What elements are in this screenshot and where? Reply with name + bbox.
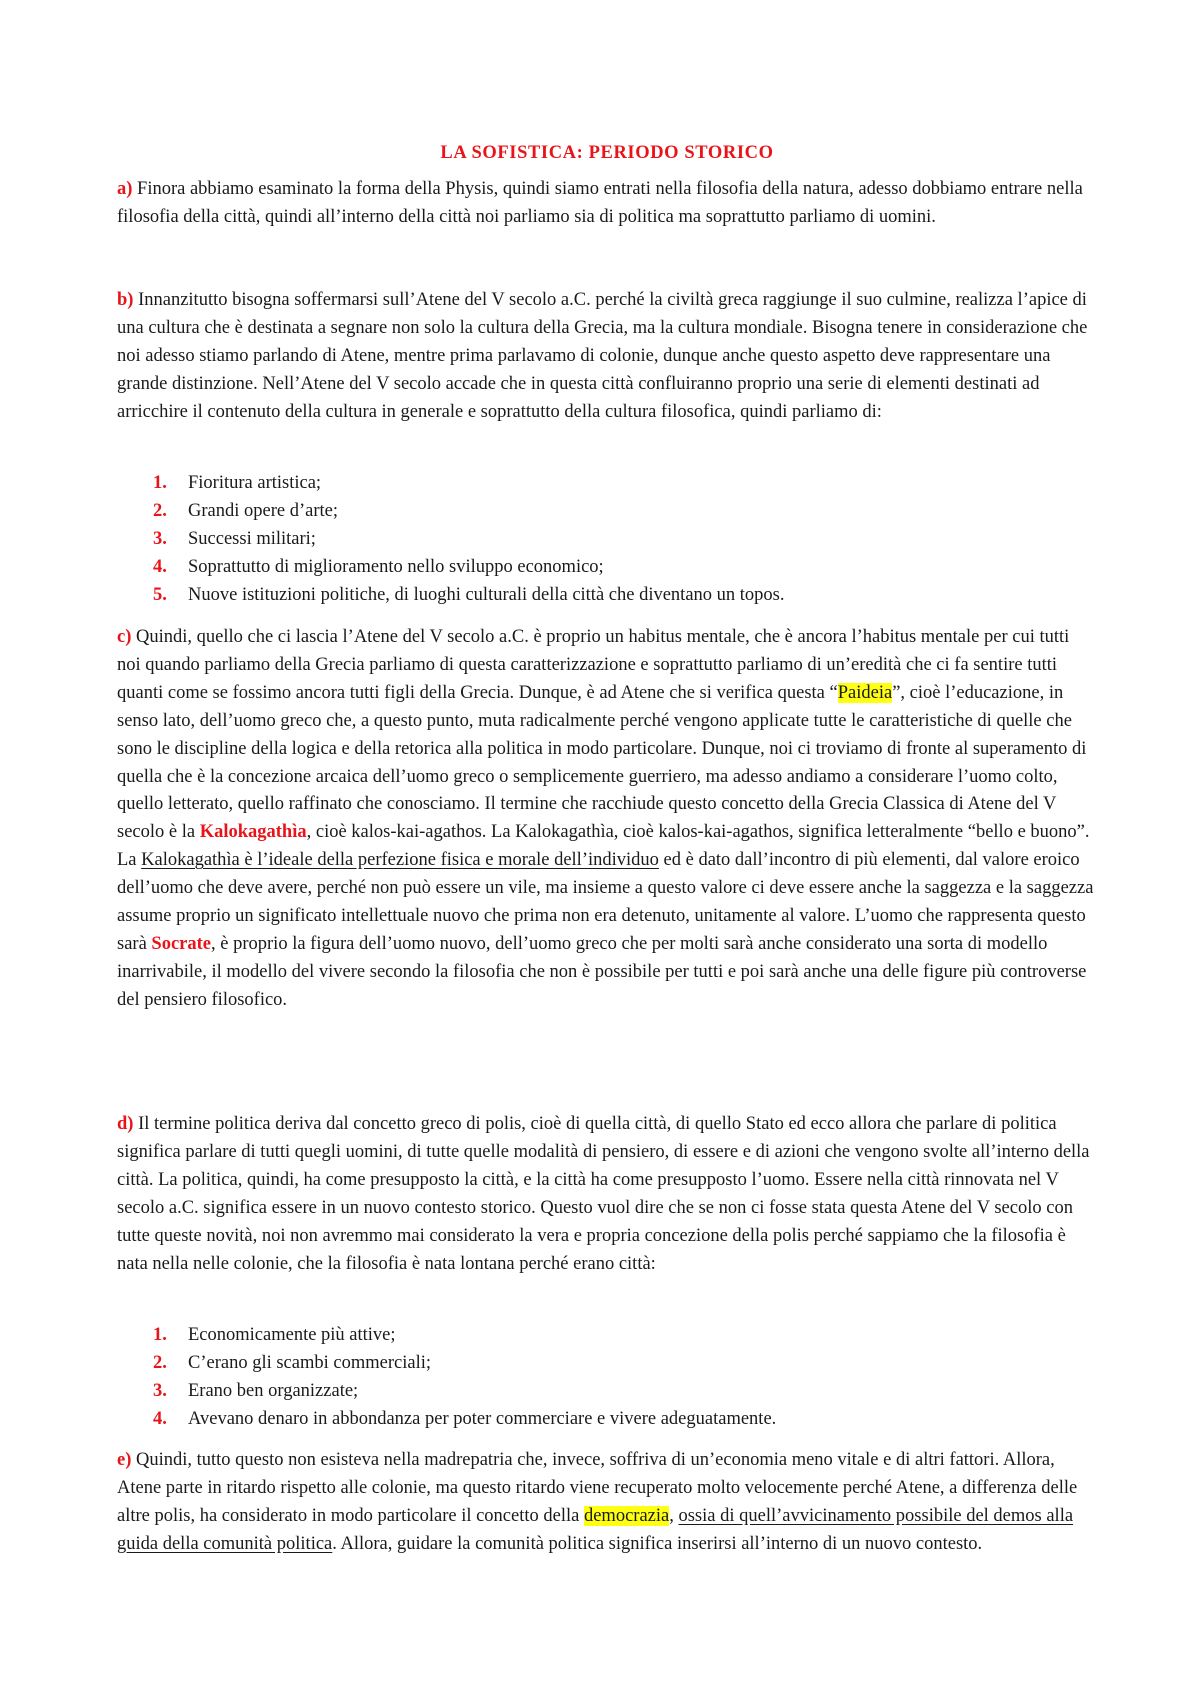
list-number: 1.: [153, 1325, 167, 1345]
paragraph-c: [117, 624, 1097, 1015]
list-number: 5.: [153, 584, 167, 605]
list-text: Successi militari;: [188, 528, 316, 549]
list-item: [117, 554, 1097, 582]
keyword-socrate: Socrate: [151, 933, 212, 954]
list-number: 1.: [153, 473, 167, 493]
list-item: [117, 526, 1097, 554]
paragraph-e: [117, 1447, 1097, 1559]
list-item: [117, 470, 1097, 498]
list-number: 3.: [153, 1380, 167, 1401]
paragraph-text: , cioè kalos-kai-agathos. La Kalokagathìa, cioè kalos-kai-agathos, significa letteralmente “bello e buono”. La: [117, 822, 1090, 871]
list-text: Fioritura artistica;: [188, 473, 322, 493]
document-title: LA SOFISTICA: PERIODO STORICO: [440, 143, 774, 163]
paragraph-d: [117, 1111, 1097, 1278]
paragraph-text: Quindi, tutto questo non esisteva nella madrepatria che, invece, soffriva di un’economia meno vitale e di altri fattori. Allora, Atene parte in ritardo rispetto alle colonie, ma questo ritardo viene recuperato molto velocemente perché Atene, a differenza delle altre polis, ha considerato in modo particolare il concetto della: [117, 1450, 1078, 1526]
list-item: [117, 1378, 1097, 1406]
list-text: C’erano gli scambi commerciali;: [188, 1352, 431, 1373]
paragraph-text: Finora abbiamo esaminato la forma della Physis, quindi siamo entrati nella filosofia della natura, adesso dobbiamo entrare nella filosofia della città, quindi all’interno della città noi parliamo sia di politica ma soprattutto parliamo di uomini.: [117, 179, 1083, 227]
paragraph-text: Innanzitutto bisogna soffermarsi sull’Atene del V secolo a.C. perché la civiltà greca raggiunge il suo culmine, realizza l’apice di una cultura che è destinata a segnare non solo la cultura della Grecia, ma la cultura mondiale. Bisogna tenere in considerazione che noi adesso stiamo parlando di Atene, mentre prima parlavamo di colonie, dunque anche questo aspetto deve rappresentare una grande distinzione. Nell’Atene del V secolo accade che in questa città confluiranno proprio una serie di elementi destinati ad arricchire il contenuto della cultura in generale e soprattutto della cultura filosofica, quindi parliamo di:: [117, 290, 1088, 422]
paragraph-label: a): [117, 179, 133, 199]
paragraph-text: ,: [669, 1505, 679, 1526]
list-text: Grandi opere d’arte;: [188, 500, 338, 521]
paragraph-label: d): [117, 1114, 134, 1134]
list-text: Soprattutto di miglioramento nello sviluppo economico;: [188, 556, 604, 577]
paragraph-b: [117, 287, 1097, 427]
list-text: Economicamente più attive;: [188, 1325, 396, 1345]
keyword-kalokagathia: Kalokagathìa: [199, 822, 307, 843]
underlined-definition: Kalokagathìa è l’ideale della perfezione fisica e morale dell’individuo: [141, 850, 659, 871]
list-item: [117, 498, 1097, 526]
highlight-democrazia: democrazia: [583, 1505, 670, 1526]
list-number: 4.: [153, 1408, 167, 1429]
paragraph-text: . Allora, guidare la comunità politica significa inserirsi all’interno di un nuovo contesto.: [332, 1533, 983, 1554]
list-item: [117, 1406, 1097, 1434]
list-item: [117, 1322, 1097, 1350]
paragraph-label: c): [117, 627, 132, 647]
list-text: Erano ben organizzate;: [188, 1380, 359, 1401]
paragraph-text: , è proprio la figura dell’uomo nuovo, dell’uomo greco che per molti sarà anche considerato una sorta di modello inarrivabile, il modello del vivere secondo la filosofia che non è possibile per tutti e poi sarà anche una delle figure più controverse del pensiero filosofico.: [117, 933, 1087, 1010]
paragraph-a: [117, 176, 1097, 232]
list-colonies: [117, 1322, 1097, 1434]
paragraph-label: e): [117, 1450, 132, 1470]
list-item: [117, 582, 1097, 610]
paragraph-label: b): [117, 290, 134, 310]
paragraph-text: ”, cioè l’educazione, in senso lato, dell’uomo greco che, a questo punto, muta radicalmente perché vengono applicate tutte le caratteristiche di quelle che sono le discipline della logica e della retorica alla politica in modo particolare. Dunque, noi ci troviamo di fronte al superamento di quella che è la concezione arcaica dell’uomo greco o semplicemente guerriero, ma adesso andiamo a considerare l’uomo colto, quello letterato, quello raffinato che conosciamo. Il termine che racchiude questo concetto della Grecia Classica di Atene del V secolo è la: [117, 682, 1087, 843]
list-text: Avevano denaro in abbondanza per poter commerciare e vivere adeguatamente.: [188, 1408, 777, 1429]
list-number: 2.: [153, 500, 167, 521]
list-achievements: [117, 470, 1097, 610]
paragraph-text: Il termine politica deriva dal concetto greco di polis, cioè di quella città, di quello Stato ed ecco allora che parlare di politica significa parlare di tutti quegli uomini, di tutte quelle modalità di pensiero, di essere e di azioni che vengono svolte all’interno della città. La politica, quindi, ha come presupposto la città, e la città ha come presupposto l’uomo. Essere nella città rinnovata nel V secolo a.C. significa essere in un nuovo contesto storico. Questo vuol dire che se non ci fosse stata questa Atene del V secolo con tutte queste novità, noi non avremmo mai considerato la vera e propria concezione della polis perché sappiamo che la filosofia è nata nella nelle colonie, che la filosofia è nata lontana perché erano città:: [117, 1114, 1090, 1274]
highlight-paideia: Paideia: [837, 682, 893, 703]
underlined-definition: ossia di quell’avvicinamento possibile del demos alla guida della comunità politica: [117, 1505, 1074, 1554]
list-text: Nuove istituzioni politiche, di luoghi culturali della città che diventano un topos.: [188, 584, 785, 605]
list-number: 2.: [153, 1352, 167, 1373]
list-number: 4.: [153, 556, 167, 577]
list-number: 3.: [153, 528, 167, 549]
paragraph-text: Quindi, quello che ci lascia l’Atene del V secolo a.C. è proprio un habitus mentale, che è ancora l’habitus mentale per cui tutti noi quando parliamo della Grecia parliamo di questa caratterizzazione e soprattutto parliamo di un’eredità che ci fa sentire tutti quanti come se fossimo ancora tutti figli della Grecia. Dunque, è ad Atene che si verifica questa “: [117, 627, 1070, 703]
list-item: [117, 1350, 1097, 1378]
paragraph-text: ed è dato dall’incontro di più elementi, dal valore eroico dell’uomo che deve avere, perché non può essere un vile, ma insieme a questo valore ci deve essere anche la saggezza e la saggezza assume proprio un significato intellettuale nuovo che prima non era detenuto, unitamente al valore. L’uomo che rappresenta questo sarà: [117, 850, 1094, 954]
